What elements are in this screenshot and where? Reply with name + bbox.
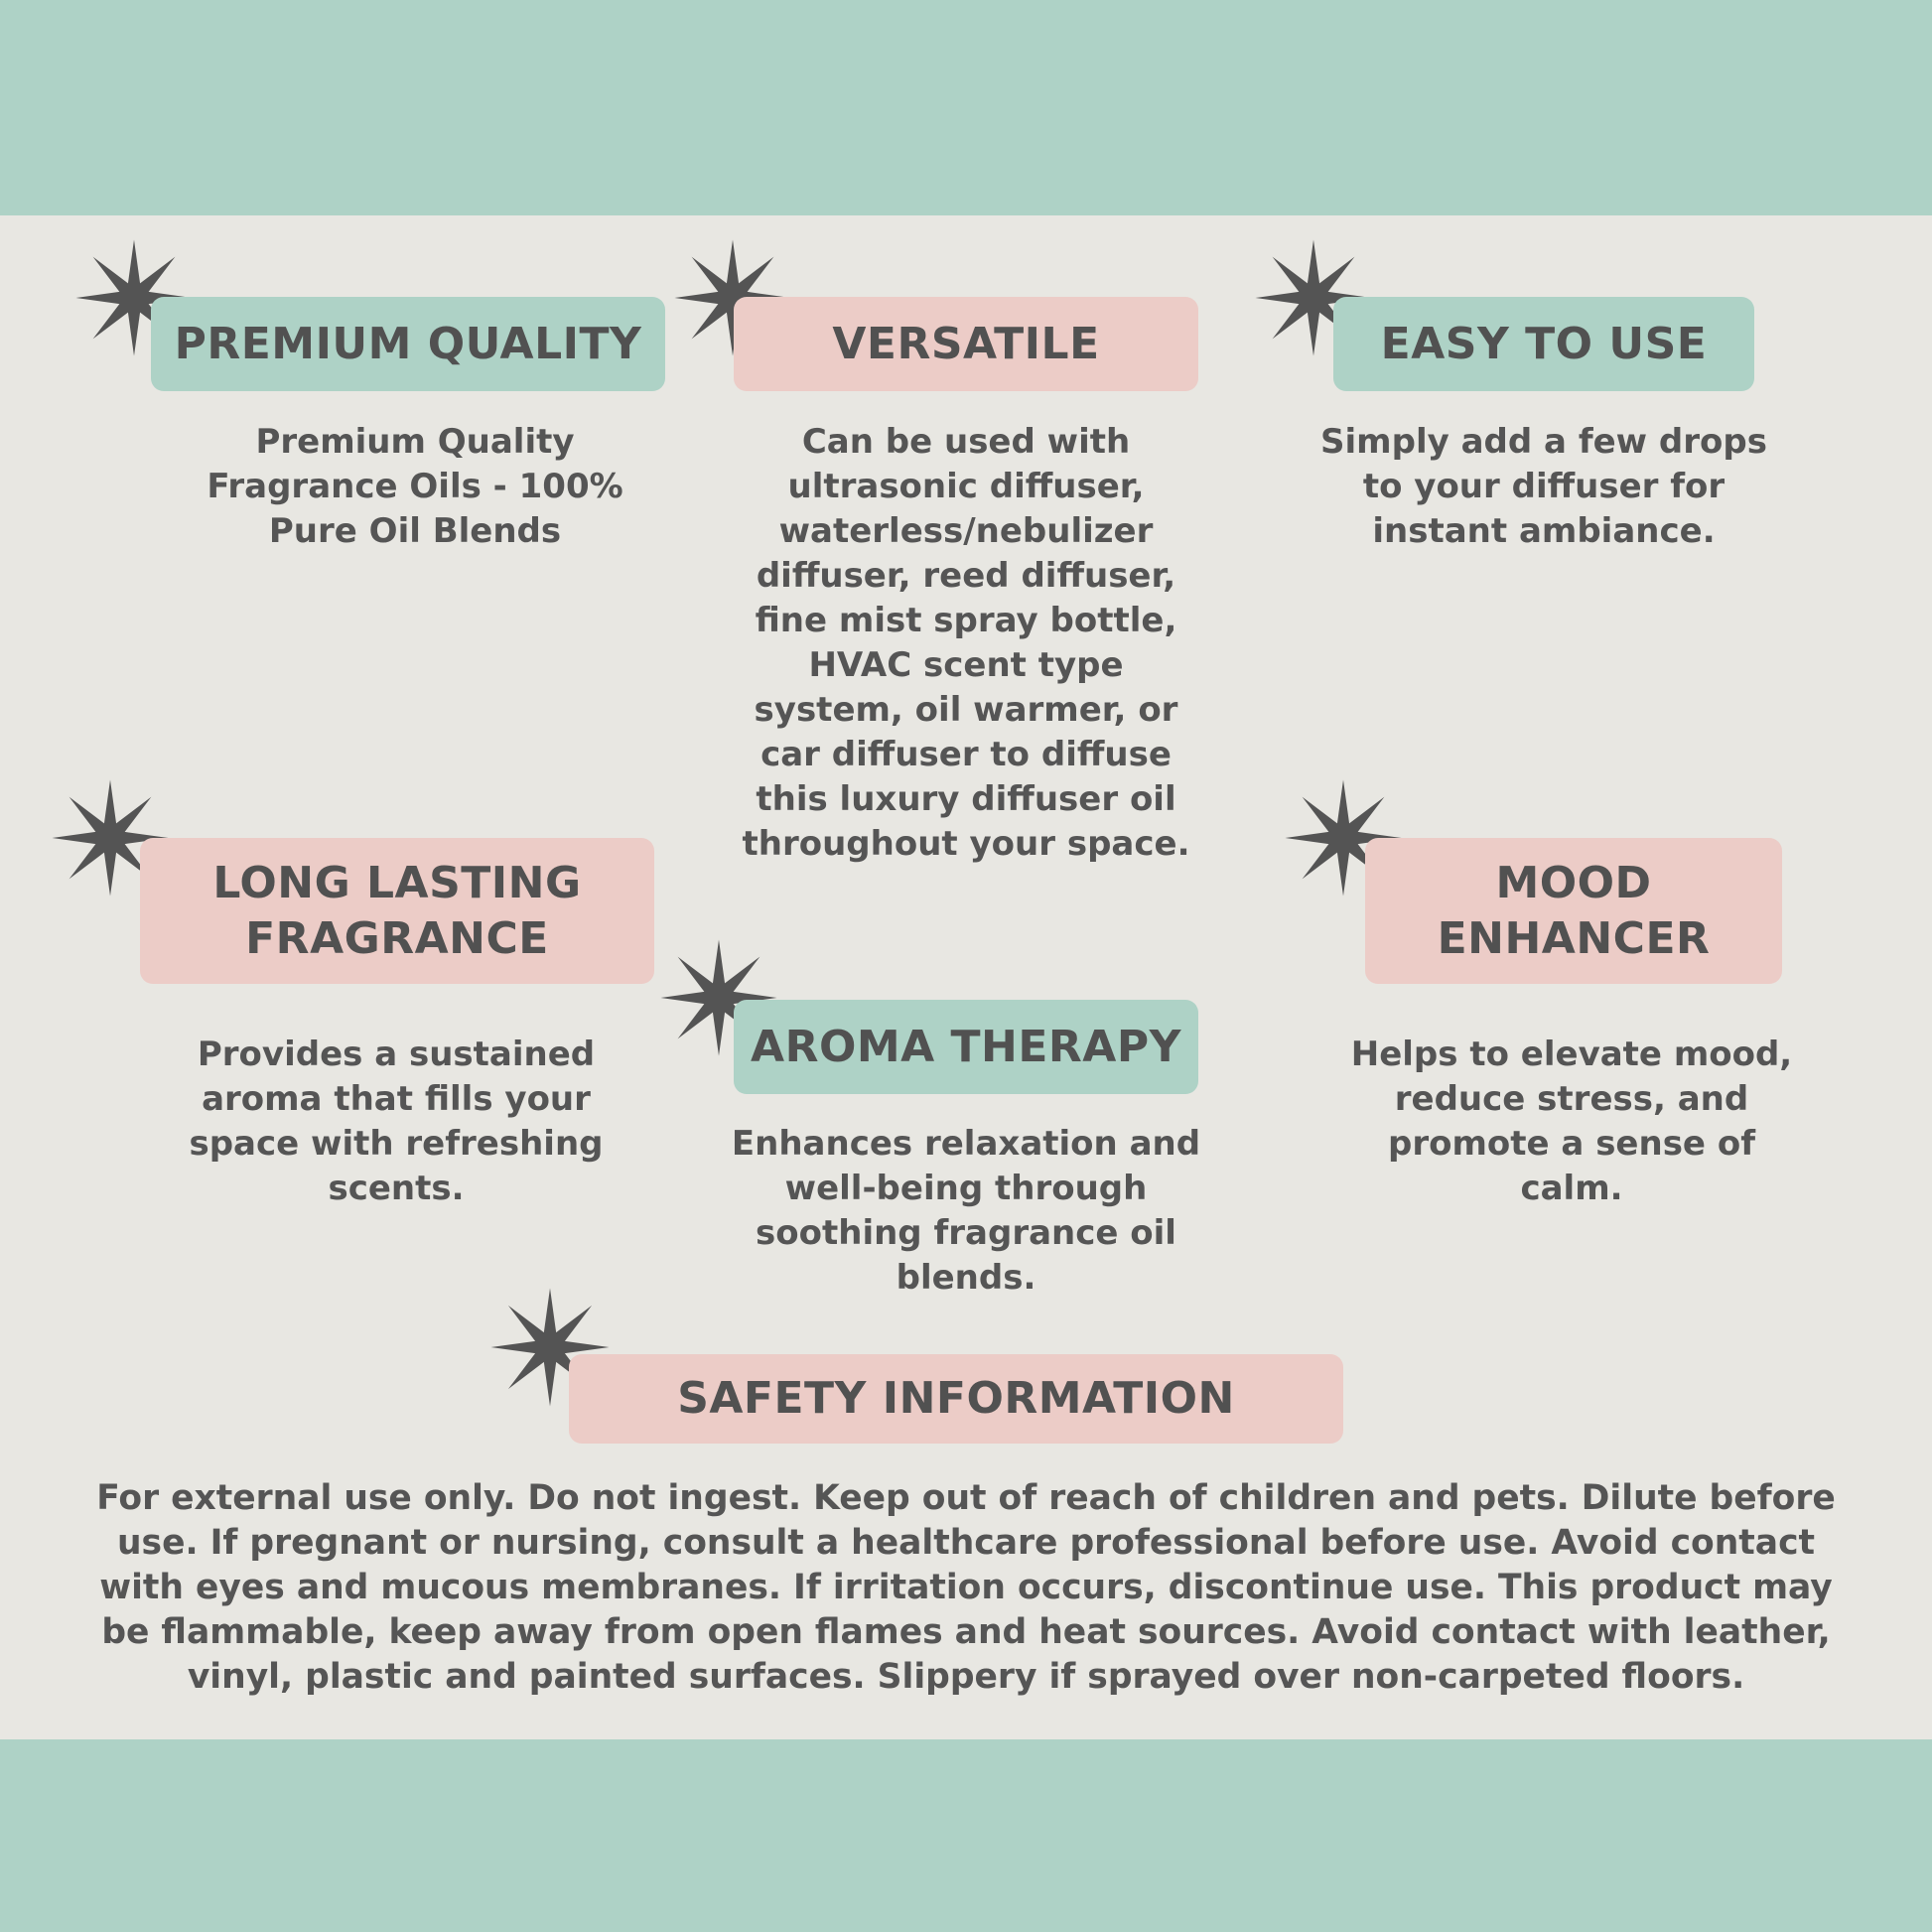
description-line: system, oil warmer, or [754, 690, 1178, 730]
description-line: soothing fragrance oil [756, 1213, 1176, 1253]
description-line: Helps to elevate mood, [1350, 1035, 1793, 1074]
description-line: diffuser, reed diffuser, [756, 556, 1176, 596]
description-line: instant ambiance. [1372, 511, 1716, 551]
description-line: scents. [328, 1169, 465, 1208]
safety-line: use. If pregnant or nursing, consult a healthcare professional before use. Avoid contact [116, 1523, 1816, 1563]
description-line: Can be used with [801, 422, 1131, 462]
mood-enhancer-title-line: MOOD [1495, 857, 1652, 908]
premium-quality-label [151, 297, 665, 391]
description-line: throughout your space. [742, 824, 1190, 864]
description-line: Simply add a few drops [1320, 422, 1767, 462]
versatile-label [734, 297, 1198, 391]
safety-line: For external use only. Do not ingest. Keep out of reach of children and pets. Dilute before [96, 1478, 1836, 1518]
aroma-therapy-title: AROMA THERAPY [751, 1021, 1181, 1072]
long-lasting-description [147, 1033, 645, 1211]
safety-information-label [569, 1354, 1343, 1444]
description-line: Pure Oil Blends [268, 511, 562, 551]
easy-to-use-label [1333, 297, 1754, 391]
description-line: reduce stress, and [1394, 1079, 1749, 1119]
premium-quality-description [166, 420, 664, 554]
description-line: blends. [896, 1258, 1036, 1298]
description-line: Provides a sustained [197, 1035, 596, 1074]
easy-to-use-description [1295, 420, 1793, 554]
description-line: car diffuser to diffuse [760, 735, 1172, 774]
long-lasting-title-line: LONG LASTING [212, 857, 582, 908]
description-line: promote a sense of [1388, 1124, 1755, 1164]
versatile-title: VERSATILE [832, 318, 1100, 369]
long-lasting-title-line: FRAGRANCE [245, 912, 549, 964]
description-line: fine mist spray bottle, [755, 601, 1177, 640]
description-line: calm. [1520, 1169, 1623, 1208]
safety-information-text [60, 1476, 1872, 1700]
versatile-description [717, 420, 1215, 867]
description-line: well-being through [784, 1169, 1148, 1208]
bottom-band [0, 1739, 1932, 1932]
premium-quality-title: PREMIUM QUALITY [174, 318, 642, 369]
mood-enhancer-title-line: ENHANCER [1437, 912, 1711, 964]
safety-line: vinyl, plastic and painted surfaces. Slippery if sprayed over non-carpeted floors. [187, 1657, 1745, 1697]
aroma-therapy-description [717, 1122, 1215, 1301]
description-line: HVAC scent type [808, 645, 1124, 685]
long-lasting-fragrance-label [140, 838, 654, 984]
description-line: waterless/nebulizer [778, 511, 1154, 551]
safety-line: be flammable, keep away from open flames and heat sources. Avoid contact with leather, [101, 1612, 1831, 1652]
safety-line: with eyes and mucous membranes. If irritation occurs, discontinue use. This product may [99, 1568, 1833, 1607]
mood-enhancer-label [1365, 838, 1782, 984]
description-line: this luxury diffuser oil [756, 779, 1176, 819]
description-line: Fragrance Oils - 100% [207, 467, 623, 506]
top-band [0, 0, 1932, 215]
description-line: ultrasonic diffuser, [787, 467, 1145, 506]
description-line: space with refreshing [189, 1124, 604, 1164]
aroma-therapy-label [734, 1000, 1198, 1094]
description-line: Enhances relaxation and [731, 1124, 1201, 1164]
mood-enhancer-description [1322, 1033, 1821, 1211]
description-line: aroma that fills your [202, 1079, 591, 1119]
description-line: to your diffuser for [1362, 467, 1725, 506]
easy-to-use-title: EASY TO USE [1380, 318, 1708, 369]
safety-information-title: SAFETY INFORMATION [677, 1373, 1235, 1424]
description-line: Premium Quality [255, 422, 575, 462]
